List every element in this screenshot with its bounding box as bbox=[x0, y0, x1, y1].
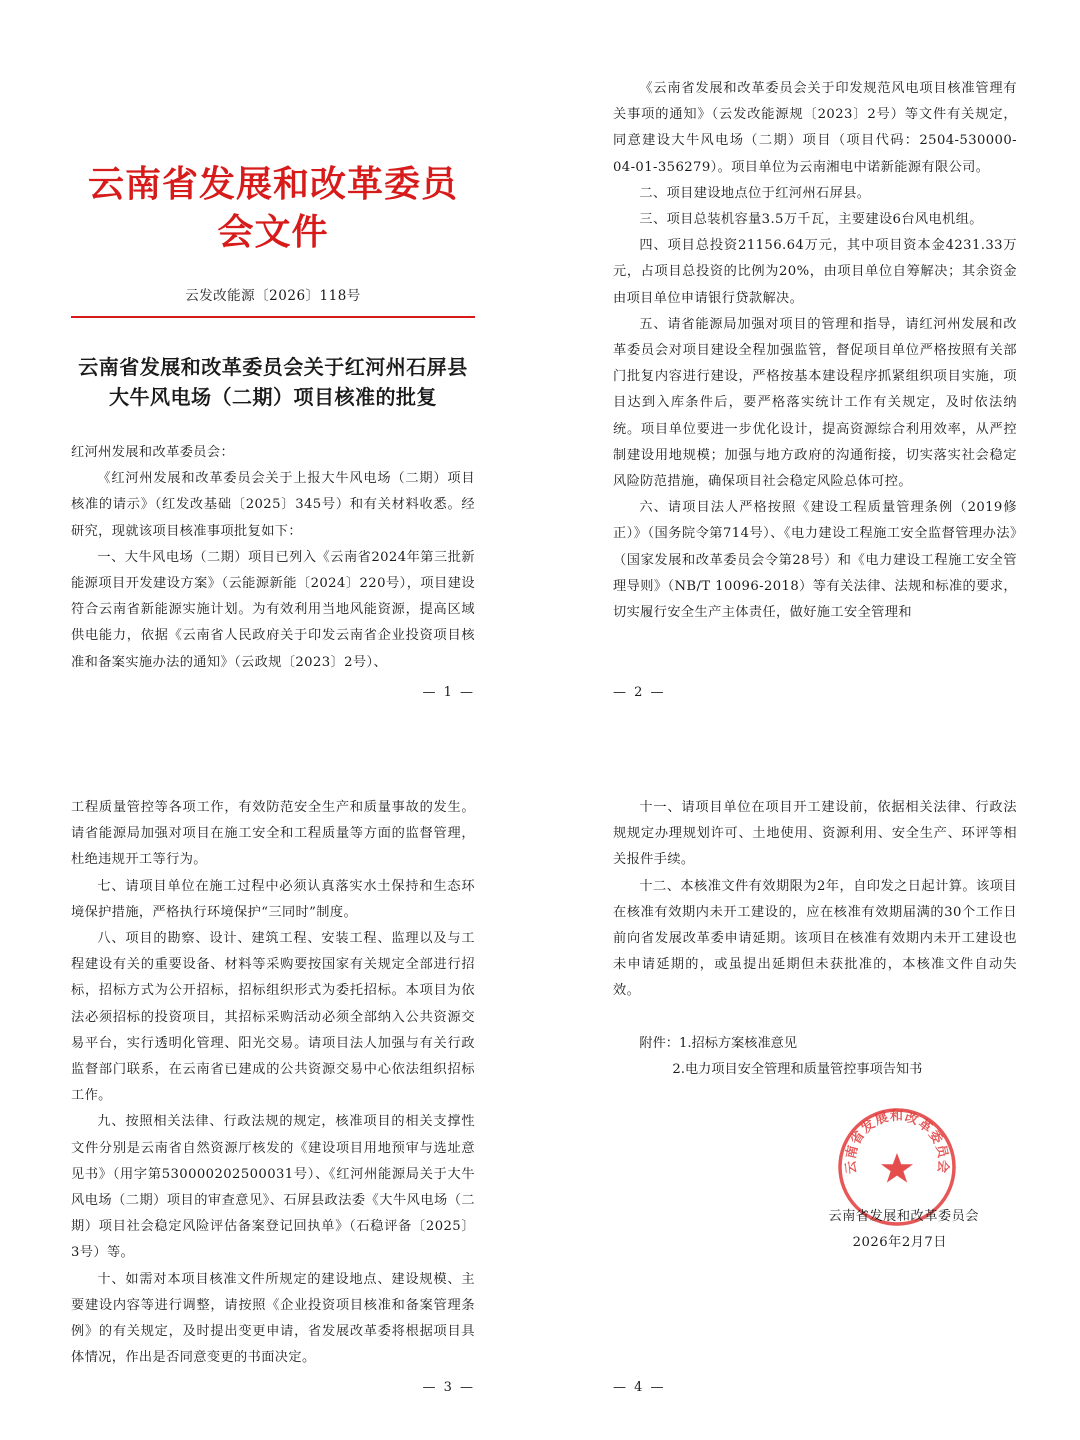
title-line-1: 云南省发展和改革委员会关于红河州石屏县 bbox=[78, 355, 468, 379]
paragraph: 十、如需对本项目核准文件所规定的建设地点、建设规模、主要建设内容等进行调整，请按照《企业投资项目核准和备案管理条例》的有关规定，及时提出变更申请，省发展改革委将根据项目具体情况，作出是否同意变更的书面决定。 bbox=[71, 1271, 475, 1366]
page-number: — 1 — bbox=[422, 685, 475, 700]
seal-text: 云南省发展和改革委员会 bbox=[843, 1108, 951, 1175]
paragraph: 十一、请项目单位在项目开工建设前，依据相关法律、行政法规规定办理规划许可、土地使用、资源利用、安全生产、环评等相关报件手续。 bbox=[613, 800, 1017, 868]
page-number: — 3 — bbox=[422, 1380, 475, 1395]
paragraph: 九、按照相关法律、行政法规的规定，核准项目的相关支撑性文件分别是云南省自然资源厅核发的《建设项目用地预审与选址意见书》（用字第530000202500031号）、《红河州能源局关于大牛风电场（二期）项目的审查意见》、石屏县政法委《大牛风电场（二期）项目社会稳定风险评估备案登记回执单》（石稳评备〔2025〕3号）等。 bbox=[71, 1114, 475, 1261]
red-divider bbox=[71, 316, 475, 318]
document-number: 云发改能源〔2026〕118号 bbox=[185, 288, 361, 304]
paragraph: 五、请省能源局加强对项目的管理和指导，请红河州发展和改革委员会对项目建设全程加强监管，督促项目单位严格按照有关部门批复内容进行建设，严格按基本建设程序抓紧组织项目实施，项目达到入库条件后，要严格落实统计工作有关规定，及时依法纳统。项目单位要进一步优化设计，提高资源综合利用效率，从严控制建设用地规模；加强与地方政府的沟通衔接，切实落实社会稳定风险防范措施，确保项目社会稳定风险总体可控。 bbox=[613, 316, 1017, 490]
page-number: — 4 — bbox=[613, 1380, 666, 1395]
page-3 bbox=[71, 795, 475, 1395]
page-1 bbox=[71, 60, 475, 700]
title-line-2: 大牛风电场（二期）项目核准的批复 bbox=[109, 385, 437, 409]
paragraph: 十二、本核准文件有效期限为2年，自印发之日起计算。该项目在核准有效期内未开工建设的，应在核准有效期届满的30个工作日前向省发展改革委申请延期。该项目在核准有效期内未开工建设也未申请延期的，或虽提出延期但未获批准的，本核准文件自动失效。 bbox=[613, 878, 1017, 999]
salutation: 红河州发展和改革委员会： bbox=[71, 445, 235, 460]
signing-organization: 云南省发展和改革委员会 bbox=[828, 1208, 979, 1224]
document-title bbox=[71, 352, 475, 412]
attachments bbox=[613, 1031, 1017, 1083]
paragraph: 三、项目总装机容量3.5万千瓦，主要建设6台风电机组。 bbox=[639, 212, 983, 228]
paragraph: 八、项目的勘察、设计、建筑工程、安装工程、监理以及与工程建设有关的重要设备、材料等采购要按国家有关规定全部进行招标，招标方式为公开招标，招标组织形式为委托招标。本项目为依法必须招标的投资项目，其招标采购活动必须全部纳入公共资源交易平台，实行透明化管理、阳光交易。请项目法人加强与有关行政监督部门联系，在云南省已建成的公共资源交易中心依法组织招标工作。 bbox=[71, 931, 475, 1104]
paragraph: 一、大牛风电场（二期）项目已列入《云南省2024年第三批新能源项目开发建设方案》（云能源新能〔2024〕220号），项目建设符合云南省新能源实施计划。为有效利用当地风能资源，提高区域供电能力，依据《云南省人民政府关于印发云南省企业投资项目核准和备案实施办法的通知》（云政规〔2023〕2号）、 bbox=[71, 549, 475, 670]
paragraph: 《红河州发展和改革委员会关于上报大牛风电场（二期）项目核准的请示》（红发改基础〔2025〕345号）和有关材料收悉。经研究，现就该项目核准事项批复如下： bbox=[71, 471, 475, 539]
paragraph: 六、请项目法人严格按照《建设工程质量管理条例（2019修正）》（国务院令第714号）、《电力建设工程施工安全监督管理办法》（国家发展和改革委员会令第28号）和《电力建设工程施工安全管理导则》（NB/T 10096-2018）等有关法律、法规和标准的要求，切实履行安全生产主体责任，做好施工安全管理和 bbox=[613, 500, 1017, 621]
attachment-2: 2.电力项目安全管理和质量管控事项告知书 bbox=[672, 1061, 923, 1077]
page-4 bbox=[613, 795, 1017, 1395]
page-number: — 2 — bbox=[613, 685, 666, 700]
paragraph: 工程质量管控等各项工作，有效防范安全生产和质量事故的发生。请省能源局加强对项目在施工安全和工程质量等方面的监督管理，杜绝违规开工等行为。 bbox=[71, 800, 475, 868]
paragraph: 七、请项目单位在施工过程中必须认真落实水土保持和生态环境保护措施，严格执行环境保护“三同时”制度。 bbox=[71, 878, 475, 920]
paragraph: 四、项目总投资21156.64万元，其中项目资本金4231.33万元，占项目总投资的比例为20%，由项目单位自筹解决；其余资金由项目单位申请银行贷款解决。 bbox=[613, 238, 1017, 306]
page-2 bbox=[613, 76, 1017, 700]
attachment-1: 附件：1.招标方案核准意见 bbox=[639, 1035, 798, 1051]
signature-block bbox=[613, 1108, 1017, 1263]
document-header: 云南省发展和改革委员会文件 bbox=[87, 163, 458, 253]
paragraph: 二、项目建设地点位于红河州石屏县。 bbox=[639, 185, 871, 201]
signing-date: 2026年2月7日 bbox=[852, 1234, 947, 1250]
paragraph: 《云南省发展和改革委员会关于印发规范风电项目核准管理有关事项的通知》（云发改能源规〔2023〕2号）等文件有关规定，同意建设大牛风电场（二期）项目（项目代码：2504-530000-04-01-356279）。项目单位为云南湘电中诺新能源有限公司。 bbox=[613, 81, 1017, 175]
